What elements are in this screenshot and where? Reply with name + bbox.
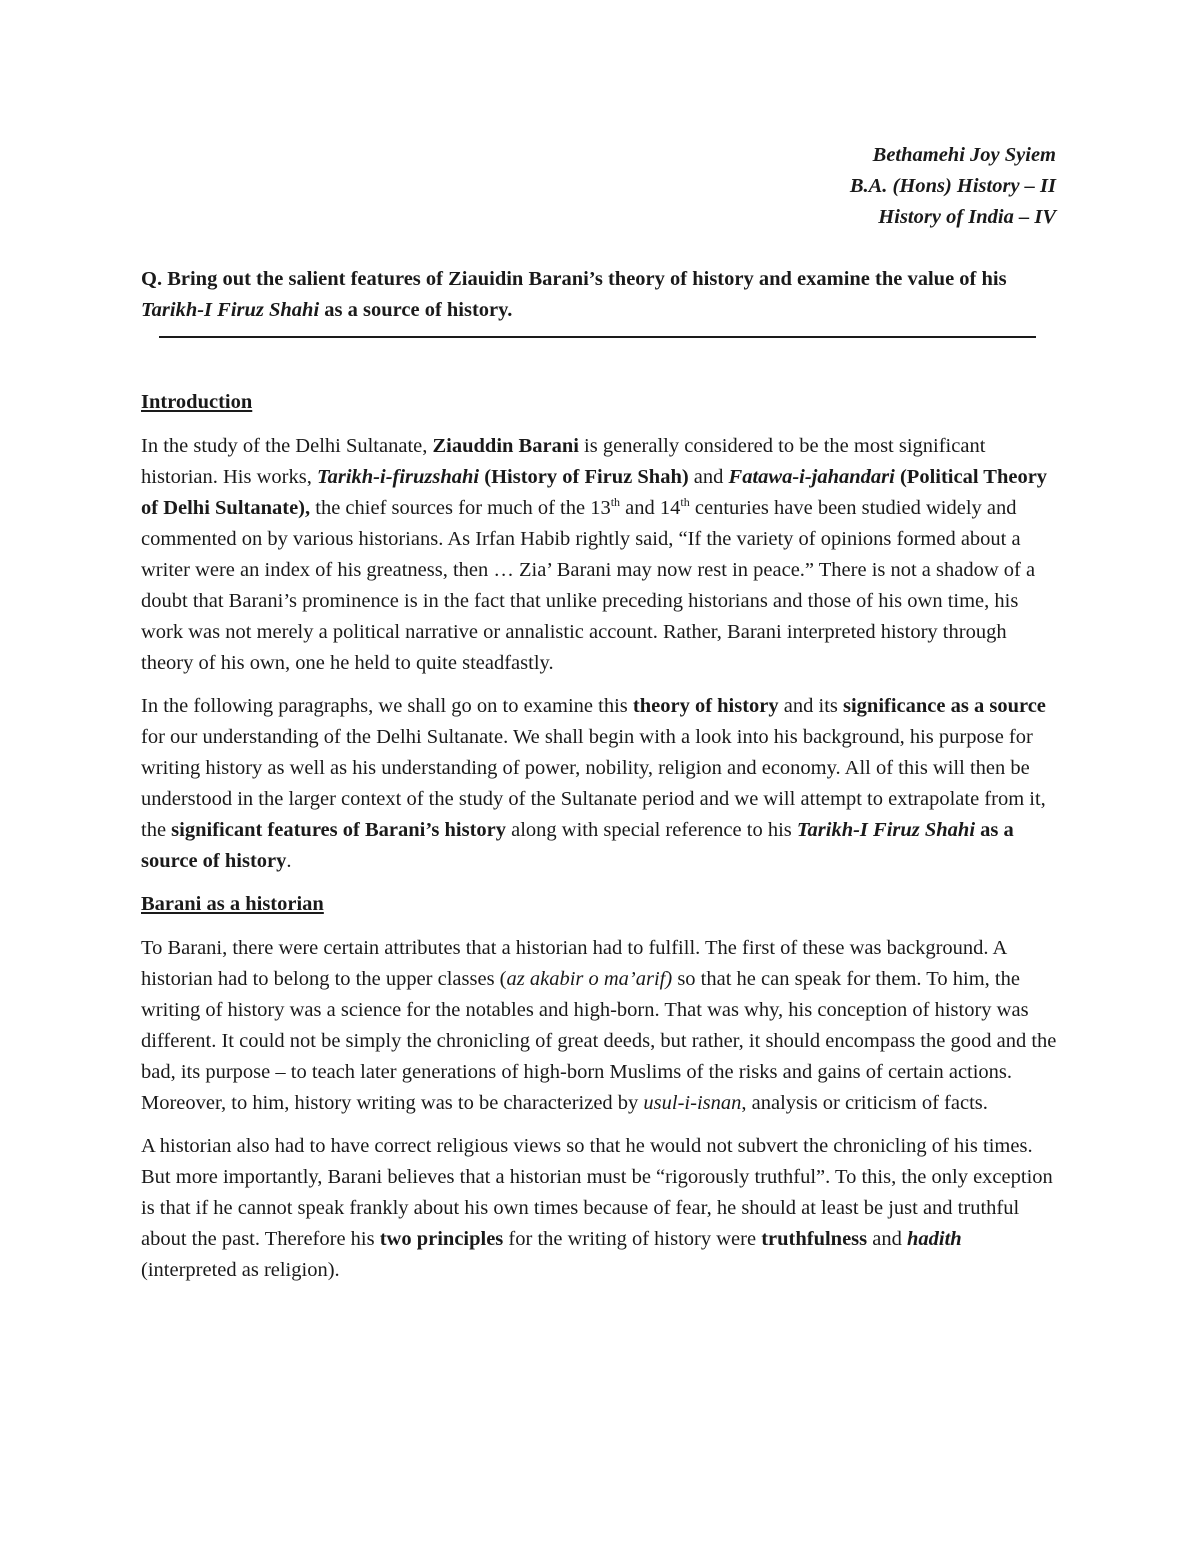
- horizontal-rule: [159, 336, 1036, 338]
- italic-run: az akabir o ma’arif): [506, 968, 673, 990]
- text-run: the chief sources for much of the 13: [310, 497, 611, 519]
- question-suffix: as a source of history.: [319, 299, 513, 321]
- text-run: and 14: [620, 497, 681, 519]
- section-heading-introduction: Introduction: [141, 391, 253, 413]
- author-header: [141, 140, 1061, 233]
- intro-paragraph-1: [141, 431, 1061, 679]
- bold-run: as a source of history: [141, 819, 1014, 872]
- text-run: so that he can speak for them. To him, the writing of history was a science for the notables and high-born. That was why, his conception of history was different. It could not be simply the chronicling of great deeds, but rather, it should encompass the good and the bad, its purpose – to teach later generations of high-born Muslims of the risks and gains of certain actions. Moreover, to him, history writing was to be characterized by: [141, 968, 1057, 1114]
- course-name: B.A. (Hons) History – II: [849, 175, 1056, 197]
- bold-italic-run: Fatawa-i-jahandari: [728, 466, 895, 488]
- superscript: th: [680, 495, 690, 510]
- text-run: is generally considered to be the most significant historian. His works,: [141, 435, 986, 488]
- question-text: [141, 264, 1061, 326]
- bold-italic-run: hadith: [907, 1228, 962, 1250]
- bold-italic-run: Tarikh-I Firuz Shahi: [796, 819, 976, 841]
- section-heading-barani-historian: Barani as a historian: [141, 893, 324, 915]
- question-book-title: Tarikh-I Firuz Shahi: [141, 299, 320, 321]
- text-run: centuries have been studied widely and commented on by various historians. As Irfan Habib rightly said, “If the variety of opinions formed about a writer were an index of his greatness, then … Zia’ Barani may now rest in peace.” There is not a shadow of a doubt that Barani’s prominence is in the fact that unlike preceding historians and those of his own time, his work was not merely a political narrative or annalistic account. Rather, Barani interpreted history through theory of his own, one he held to quite steadfastly.: [141, 497, 1036, 674]
- bold-run: theory of history: [632, 695, 779, 717]
- historian-paragraph-1: [141, 933, 1061, 1119]
- bold-run: (Political Theory of Delhi Sultanate),: [141, 466, 1048, 519]
- bold-run: (History of Firuz Shah): [484, 466, 689, 488]
- italic-run: usul-i-isnan: [643, 1092, 742, 1114]
- bold-run: truthfulness: [761, 1228, 868, 1250]
- bold-run: Ziauddin Barani: [432, 435, 579, 457]
- intro-paragraph-2: [141, 691, 1061, 877]
- question-prefix: Q. Bring out the salient features of Ziauidin Barani’s theory of history and examine the value of his: [141, 268, 1007, 290]
- text-run: and: [688, 466, 729, 488]
- text-run: .: [286, 850, 292, 872]
- text-run: along with special reference to his: [506, 819, 797, 841]
- document-page: [141, 140, 1061, 1298]
- paper-name: History of India – IV: [878, 206, 1056, 228]
- text-run: To Barani, there were certain attributes that a historian had to fulfill. The first of these was background. A historian had to belong to the upper classes (: [141, 937, 1007, 990]
- text-run: A historian also had to have correct religious views so that he would not subvert the chronicling of his times. But more importantly, Barani believes that a historian must be “rigorously truthful”. To this, the only exception is that if he cannot speak frankly about his own times because of fear, he should at least be just and truthful about the past. Therefore his: [141, 1135, 1053, 1250]
- text-run: , analysis or criticism of facts.: [741, 1092, 988, 1114]
- text-run: for our understanding of the Delhi Sultanate. We shall begin with a look into his background, his purpose for writing history as well as his understanding of power, nobility, religion and economy. All of this will then be understood in the larger context of the study of the Sultanate period and we will attempt to extrapolate from it, the: [141, 726, 1046, 841]
- text-run: In the study of the Delhi Sultanate,: [141, 435, 433, 457]
- bold-run: two principles: [379, 1228, 504, 1250]
- text-run: and its: [778, 695, 843, 717]
- bold-run: significant features of Barani’s history: [171, 819, 506, 841]
- author-name: Bethamehi Joy Syiem: [872, 144, 1056, 166]
- text-run: for the writing of history were: [503, 1228, 762, 1250]
- text-run: In the following paragraphs, we shall go on to examine this: [141, 695, 633, 717]
- text-run: and: [867, 1228, 907, 1250]
- text-run: (interpreted as religion).: [141, 1259, 340, 1281]
- superscript: th: [610, 495, 621, 510]
- bold-run: significance as a source: [843, 695, 1046, 717]
- bold-italic-run: Tarikh-i-firuzshahi: [316, 466, 480, 488]
- historian-paragraph-2: [141, 1131, 1061, 1286]
